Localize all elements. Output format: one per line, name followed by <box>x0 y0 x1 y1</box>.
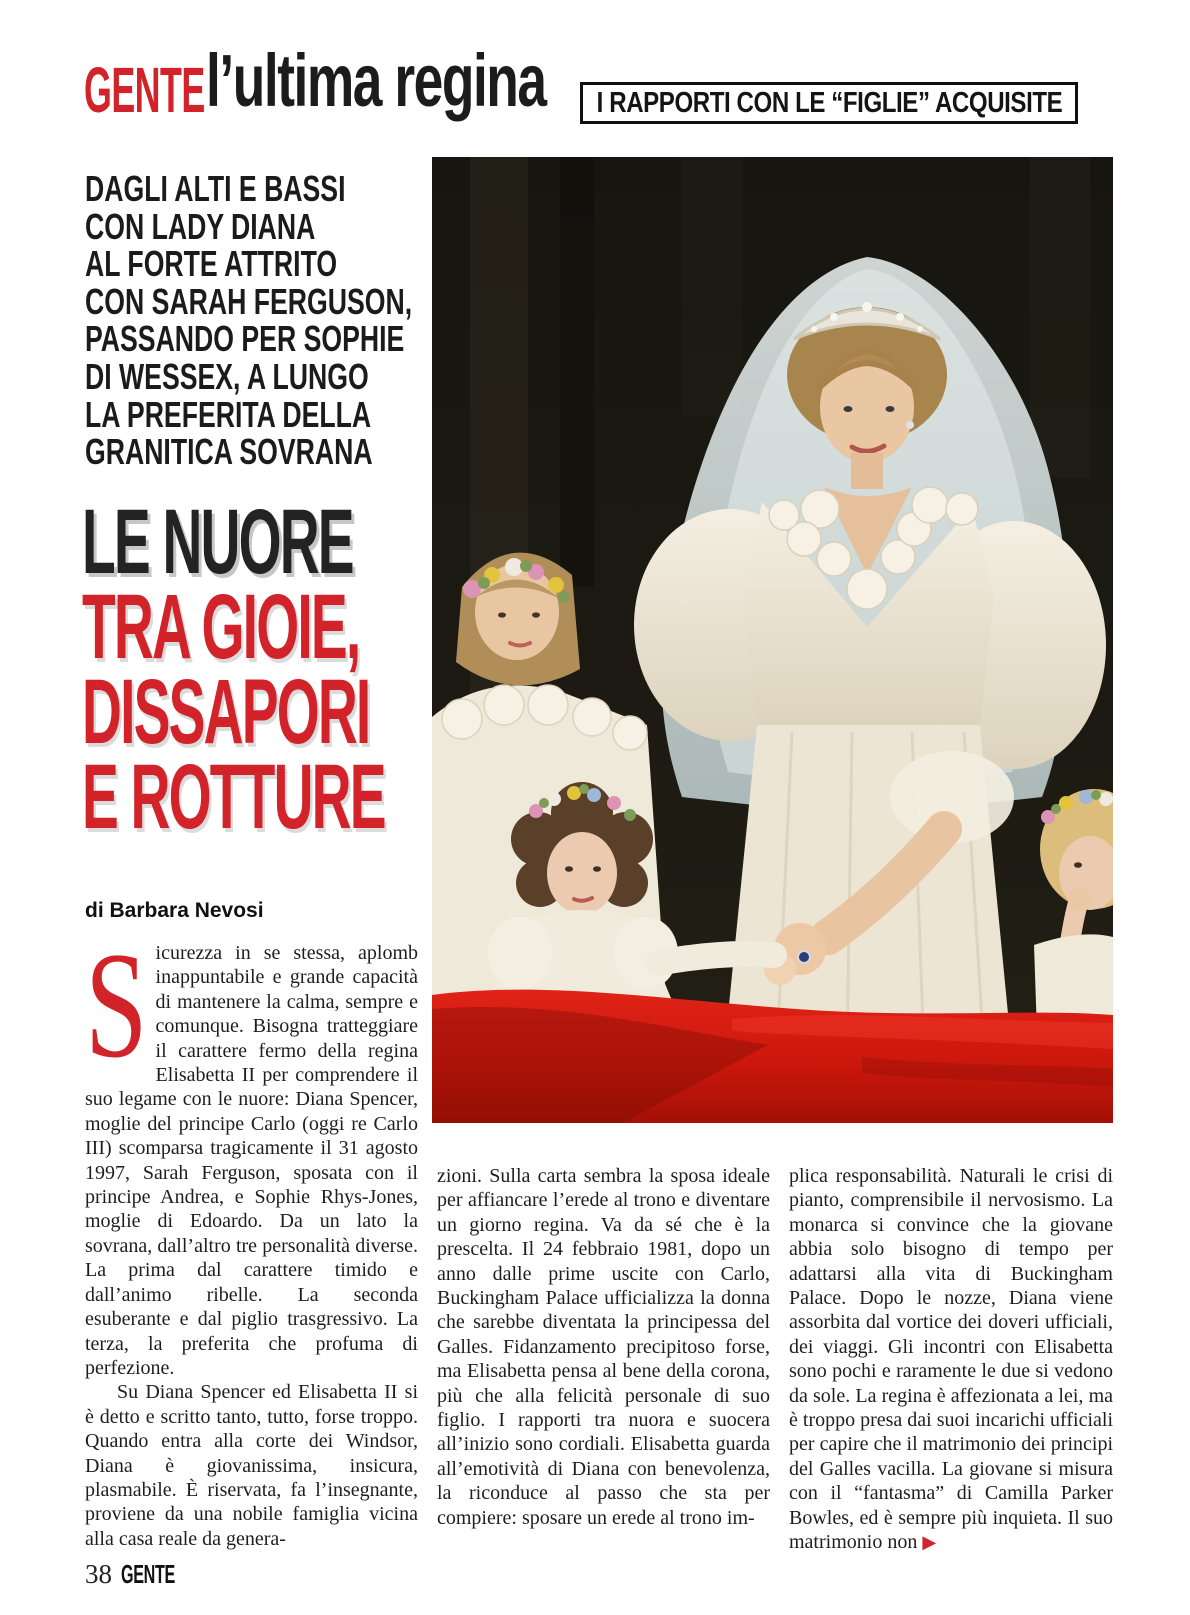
headline-line-1: LE NUORE <box>82 491 353 593</box>
engagement-ring <box>798 951 810 963</box>
bridesmaid-front-sleeve-left <box>488 917 552 989</box>
diana-earring <box>906 421 914 429</box>
article-column-2 <box>437 1164 770 1530</box>
footer-brand: GENTE <box>121 1559 175 1589</box>
kicker-box <box>580 82 1078 124</box>
headline-line-4: E ROTTURE <box>82 746 385 848</box>
article-column-3 <box>789 1164 1113 1556</box>
article-column-1 <box>85 941 418 1563</box>
standfirst-line: DAGLI ALTI E BASSI <box>85 168 346 209</box>
drop-cap: S <box>85 941 148 1089</box>
standfirst-line: GRANITICA SOVRANA <box>85 431 373 473</box>
headline <box>82 491 385 848</box>
paragraph-text: plica responsabilità. Naturali le crisi di pianto, comprensibile il nervosismo. La monarca si convince che la giovane abbia solo bisogno di tempo per adattarsi alla vita di Buckingham Palace. Dopo le nozze, Diana viene assorbita dal vortice dei doveri ufficiali, dei viaggi. Gli incontri con Elisabetta sono pochi e raramente le due si vedono da sole. La regina è affezionata a lei, ma è troppo presa dai suoi incarichi ufficiali per capire che il matrimonio dei principi del Galles vacilla. La giovane si misura con il “fantasma” di Camilla Parker Bowles, ed è sempre più inquieta. Il suo matrimonio non <box>789 1165 1113 1554</box>
gente-logo: GENTE <box>84 54 205 126</box>
kicker-text: I RAPPORTI CON LE “FIGLIE” ACQUISITE <box>596 86 1062 119</box>
bridesmaid-right-eye <box>1074 862 1082 868</box>
bridesmaid-right-hand <box>1068 887 1092 911</box>
paragraph <box>85 1380 418 1551</box>
headline-line-2: TRA GIOIE, <box>82 576 360 678</box>
diana-neck <box>851 453 883 489</box>
standfirst-line: DI WESSEX, A LUNGO <box>85 355 369 397</box>
balcony-scene <box>432 157 1113 1123</box>
paragraph-text: zioni. Sulla carta sembra la sposa ideale per affiancare l’erede al trono e diventare un giorno regina. Va da sé che è la prescelta. Il 24 febbraio 1981, dopo un anno dalle prime uscite con Carlo, Buckingham Palace ufficializza la donna che sarebbe diventata la principessa del Galles. Fidanzamento precipitoso forse, ma Elisabetta pensa al bene della corona, più che alla felicità personale di suo figlio. I rapporti tra nuora e suocera all’inizio sono cordiali. Elisabetta guarda all’emotività di Diana con benevolenza, la riconduce al passo che sta per compiere: sposare un erede al trono im- <box>437 1165 770 1529</box>
paragraph-text: Su Diana Spencer ed Elisabetta II si è detto e scritto tanto, tutto, forse troppo. Quando entra alla corte dei Windsor, Diana è giovanissima, insicura, plasmabile. È riservata, fa l’insegnante, proviene da una nobile famiglia vicina alla casa reale da genera- <box>85 1381 418 1550</box>
headline-line-3: DISSAPORI <box>82 661 370 763</box>
continuation-arrow-icon: ▶ <box>922 1532 937 1554</box>
byline: di Barbara Nevosi <box>85 899 264 922</box>
standfirst-line: CON LADY DIANA <box>85 205 316 247</box>
page-number: 38 <box>85 1559 112 1589</box>
bridesmaid-front-arm <box>658 954 774 963</box>
page-footer <box>85 1559 208 1590</box>
wedding-photo <box>432 157 1113 1123</box>
paragraph-text: icurezza in se stessa, aplomb inappuntabile e grande capacità di mantenere la calma, sempre e comunque. Bisogna tratteggiare il carattere fermo della regina Elisabetta II per comprendere il suo legame con le nuore: Diana Spencer, moglie del principe Carlo (oggi re Carlo III) scomparsa tragicamente il 31 agosto 1997, Sarah Ferguson, sposata con il principe Andrea, e Sophie Rhys-Jones, moglie di Edoardo. Da un lato la sovrana, dall’altro tre personalità diverse. La prima dal carattere timido e dall’animo ribelle. La seconda esuberante e dal piglio trasgressivo. La terza, la preferita che profuma di perfezione. <box>85 942 418 1379</box>
standfirst-line: PASSANDO PER SOPHIE <box>85 318 405 360</box>
standfirst-line: LA PREFERITA DELLA <box>85 393 372 435</box>
standfirst <box>85 170 412 471</box>
paragraph <box>789 1164 1113 1556</box>
paragraph <box>85 941 418 1380</box>
standfirst-line: CON SARAH FERGUSON, <box>85 280 413 322</box>
section-title: l’ultima regina <box>206 39 546 122</box>
paragraph <box>437 1164 770 1530</box>
standfirst-line: AL FORTE ATTRITO <box>85 243 338 285</box>
